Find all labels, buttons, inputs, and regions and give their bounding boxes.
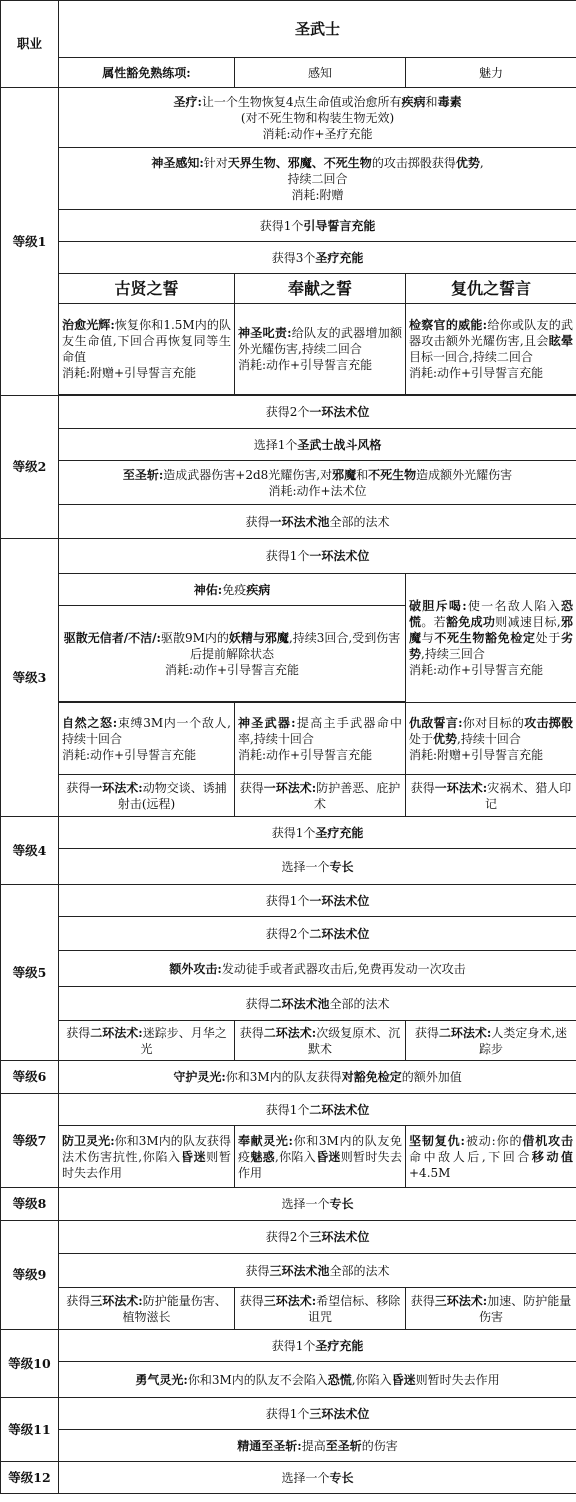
sacred-weapon-rebuke: 神圣叱责:给队友的武器增加额外光耀伤害,持续二回合 消耗:动作+引导誓言充能 [235,304,406,395]
oath-devotion-header: 奉献之誓 [235,274,406,304]
improved-divine-smite: 精通至圣斩:提高至圣斩的伤害 [59,1430,576,1462]
sacred-weapon: 神圣武器:提高主手武器命中率,持续十回合 消耗:动作+引导誓言充能 [235,703,406,775]
oath-ancients-header: 古贤之誓 [59,274,235,304]
save-cha: 魅力 [406,58,576,88]
level-1-label: 等级1 [1,88,59,396]
devotion-lv9-spells: 获得三环法术:希望信标、移除诅咒 [235,1288,406,1330]
ancients-lv9-spells: 获得三环法术:防护能量伤害、植物滋长 [59,1288,235,1330]
level-3-label: 等级3 [1,539,59,817]
divine-sense: 神圣感知:针对天界生物、邪魔、不死生物的攻击掷骰获得优势, 持续二回合 消耗:附赠 [59,148,576,210]
lv5-slot-2: 获得2个二环法术位 [59,917,576,951]
ancients-lv3-spells: 获得一环法术:动物交谈、诱捕射击(远程) [59,775,235,817]
devotion-lv5-spells: 获得二环法术:次级复原术、沉默术 [235,1021,406,1061]
lv4-feat: 选择一个专长 [59,849,576,885]
divine-smite: 至圣斩:造成武器伤害+2d8光耀伤害,对邪魔和不死生物造成额外光耀伤害 消耗:动作+法术位 [59,461,576,505]
lv11-spell-slot: 获得1个三环法术位 [59,1398,576,1430]
natures-wrath: 自然之怒:束缚3M内一个敌人,持续十回合 消耗:动作+引导誓言充能 [59,703,235,775]
save-label: 属性豁免熟练项: [59,58,235,88]
turn-the-faithless: 驱散无信者/不洁/:驱散9M内的妖精与邪魔,持续3回合,受到伤害后提前解除状态 消耗:动作+引导誓言充能 [59,606,406,702]
aura-of-courage: 勇气灵光:你和3M内的队友不会陷入恐慌,你陷入昏迷则暂时失去作用 [59,1362,576,1398]
extra-attack: 额外攻击:发动徒手或者武器攻击后,免费再发动一次攻击 [59,951,576,987]
vengeance-lv3-spells: 获得一环法术:灾祸术、猎人印记 [406,775,576,817]
aura-of-warding: 防卫灵光:你和3M内的队友获得法术伤害抗性,你陷入昏迷则暂时失去作用 [59,1126,235,1188]
gain-channel-oath: 获得1个引导誓言充能 [59,210,576,242]
lv5-spell-pool: 获得二环法术池全部的法术 [59,987,576,1021]
level-10-label: 等级10 [1,1330,59,1398]
ancients-lv5-spells: 获得二环法术:迷踪步、月华之光 [59,1021,235,1061]
save-wis: 感知 [235,58,406,88]
vengeance-lv5-spells: 获得二环法术:人类定身术,迷踪步 [406,1021,576,1061]
abjure-enemy: 破胆斥喝:使一名敌人陷入恐慌。若豁免成功则减速目标,邪魔与不死生物豁免检定处于劣势,持续三回合 消耗:动作+引导誓言充能 [406,574,576,703]
level-4-label: 等级4 [1,817,59,885]
oath-vengeance-header: 复仇之誓言 [406,274,576,304]
level-9-label: 等级9 [1,1221,59,1330]
lv2-spell-slot: 获得2个一环法术位 [59,396,576,429]
aura-of-devotion: 奉献灵光:你和3M内的队友免疫魅惑,你陷入昏迷则暂时失去作用 [235,1126,406,1188]
lv9-spell-slot: 获得2个三环法术位 [59,1221,576,1254]
class-label: 职业 [1,1,59,88]
relentless-avenger: 坚韧复仇:被动:你的借机攻击命中敌人后,下回合移动值+4.5M [406,1126,576,1188]
lay-on-hands: 圣疗:让一个生物恢复4点生命值或治愈所有疾病和毒素 (对不死生物和构装生物无效) 消耗:动作+圣疗充能 [59,88,576,148]
level-12-label: 等级12 [1,1462,59,1494]
level-8-label: 等级8 [1,1188,59,1221]
aura-of-protection: 守护灵光:你和3M内的队友获得对豁免检定的额外加值 [59,1061,576,1094]
lv12-feat: 选择一个专长 [59,1462,576,1494]
lv4-lay-on-hands: 获得1个圣疗充能 [59,817,576,849]
lv3-spell-slot: 获得1个一环法术位 [59,539,576,574]
vow-of-enmity: 仇敌誓言:你对目标的攻击掷骰处于优势,持续十回合 消耗:附赠+引导誓言充能 [406,703,576,775]
lv7-spell-slot: 获得1个二环法术位 [59,1094,576,1126]
lv5-slot-1: 获得1个一环法术位 [59,885,576,917]
lv10-lay-on-hands: 获得1个圣疗充能 [59,1330,576,1362]
level-5-label: 等级5 [1,885,59,1061]
divine-health: 神佑:免疫疾病 [59,574,406,606]
level-11-label: 等级11 [1,1398,59,1462]
level-6-label: 等级6 [1,1061,59,1094]
lv8-feat: 选择一个专长 [59,1188,576,1221]
level-7-label: 等级7 [1,1094,59,1188]
lv9-spell-pool: 获得三环法术池全部的法术 [59,1254,576,1288]
inquisitors-might: 检察官的威能:给你或队友的武器攻击额外光耀伤害,且会眩晕目标一回合,持续二回合 消耗:动作+引导誓言充能 [406,304,576,395]
devotion-lv3-spells: 获得一环法术:防护善恶、庇护术 [235,775,406,817]
gain-lay-on-hands: 获得3个圣疗充能 [59,242,576,274]
class-name: 圣武士 [59,1,576,58]
lv2-fighting-style: 选择1个圣武士战斗风格 [59,429,576,461]
level-2-label: 等级2 [1,396,59,539]
lv2-spell-pool: 获得一环法术池全部的法术 [59,505,576,539]
healing-radiance: 治愈光辉:恢复你和1.5M内的队友生命值,下回合再恢复同等生命值 消耗:附赠+引导誓言充能 [59,304,235,395]
vengeance-lv9-spells: 获得三环法术:加速、防护能量伤害 [406,1288,576,1330]
